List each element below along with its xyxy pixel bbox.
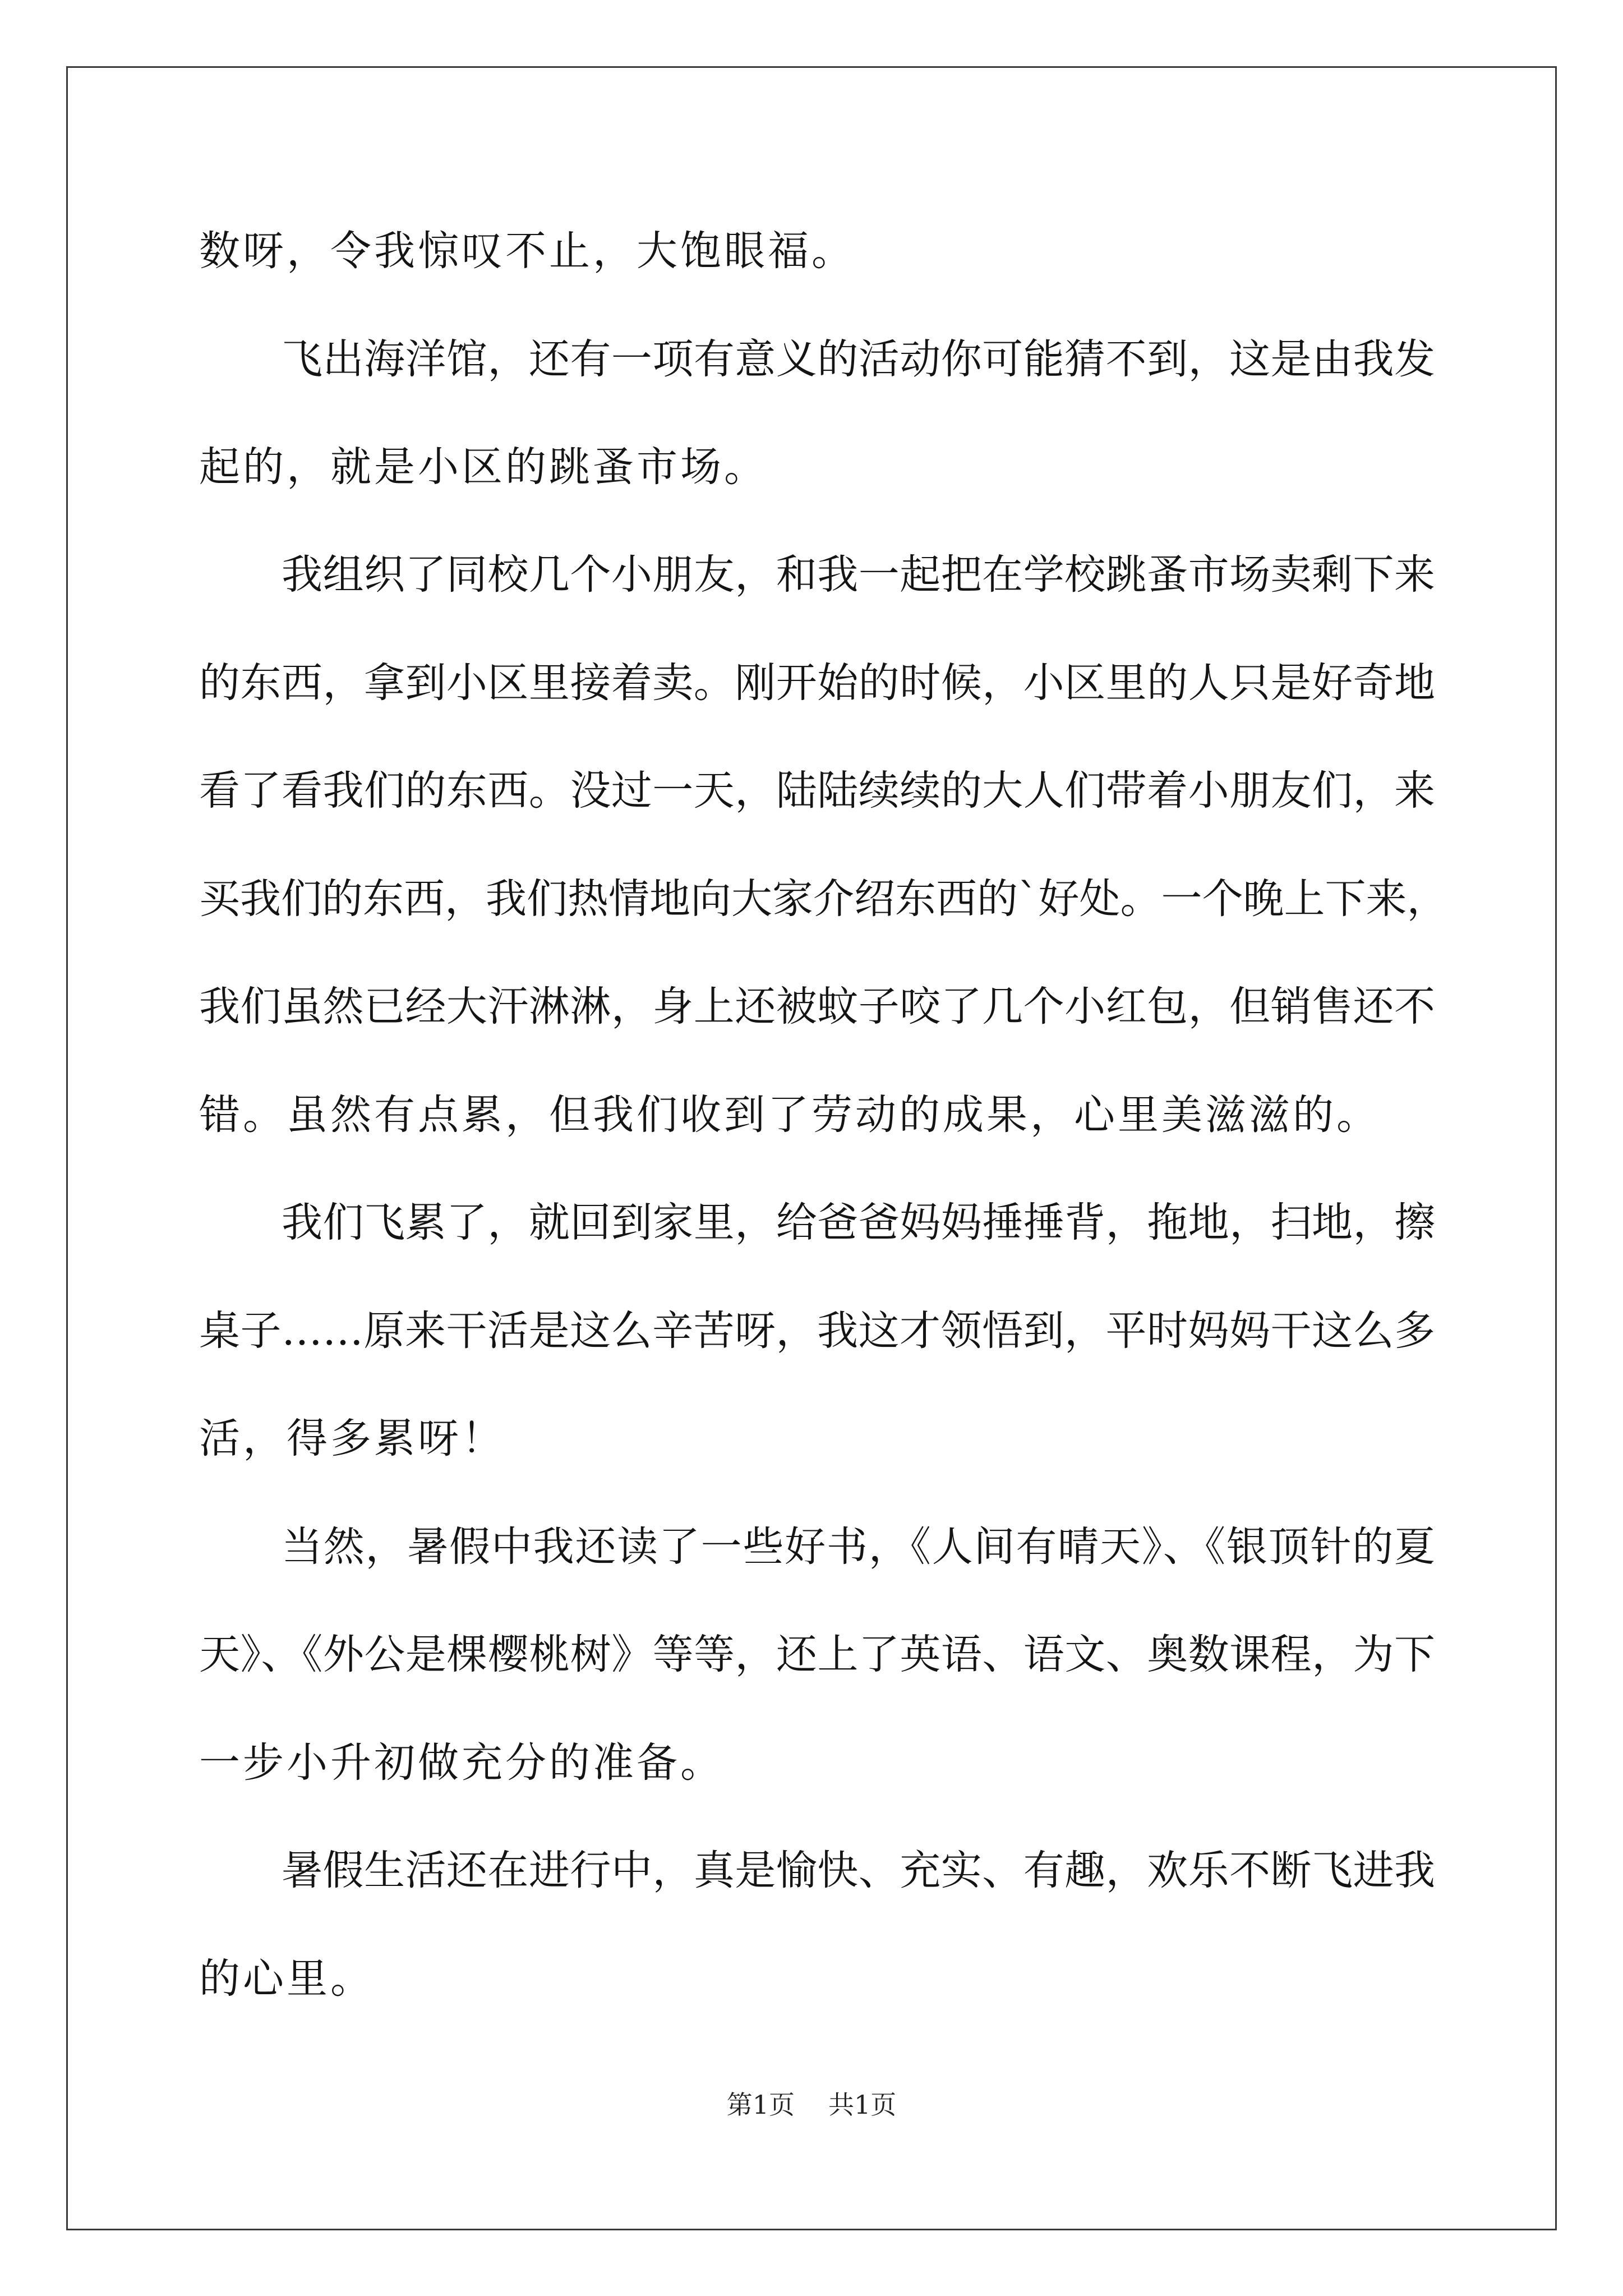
text-line: 一步小升初做充分的准备。	[199, 1739, 724, 1787]
text-line: 买我们的东西，我们热情地向大家介绍东西的`好处。一个晚上下来，	[199, 875, 1448, 923]
text-line: 的东西，拿到小区里接着卖。刚开始的时候，小区里的人只是好奇地	[199, 659, 1435, 707]
text-line: 我们虽然已经大汗淋淋，身上还被蚊子咬了几个小红包，但销售还不	[199, 983, 1435, 1030]
text-line: 错。虽然有点累，但我们收到了劳动的成果，心里美滋滋的。	[199, 1091, 1380, 1139]
text-line: 看了看我们的东西。没过一天，陆陆续续的大人们带着小朋友们，来	[199, 767, 1435, 815]
text-line: 活，得多累呀！	[199, 1415, 505, 1462]
page-number: 第1页	[726, 2090, 795, 2120]
text-line: 我组织了同校几个小朋友，和我一起把在学校跳蚤市场卖剩下来	[282, 551, 1435, 599]
page-footer	[0, 2088, 1623, 2122]
text-line: 数呀，令我惊叹不止，大饱眼福。	[199, 227, 855, 275]
text-line: 起的，就是小区的跳蚤市场。	[199, 443, 768, 491]
text-line: 暑假生活还在进行中，真是愉快、充实、有趣，欢乐不断飞进我	[282, 1847, 1435, 1894]
text-line: 我们飞累了，就回到家里，给爸爸妈妈捶捶背，拖地，扫地，擦	[282, 1199, 1435, 1246]
text-line: 桌子……原来干活是这么辛苦呀，我这才领悟到，平时妈妈干这么多	[199, 1307, 1435, 1355]
text-line: 当然，暑假中我还读了一些好书，《人间有晴天》、《银顶针的夏	[282, 1523, 1435, 1571]
text-line: 天》、《外公是棵樱桃树》等等，还上了英语、语文、奥数课程，为下	[199, 1631, 1435, 1678]
text-line: 的心里。	[199, 1955, 374, 2003]
text-line: 飞出海洋馆，还有一项有意义的活动你可能猜不到，这是由我发	[282, 335, 1435, 383]
page-total: 共1页	[828, 2090, 897, 2120]
